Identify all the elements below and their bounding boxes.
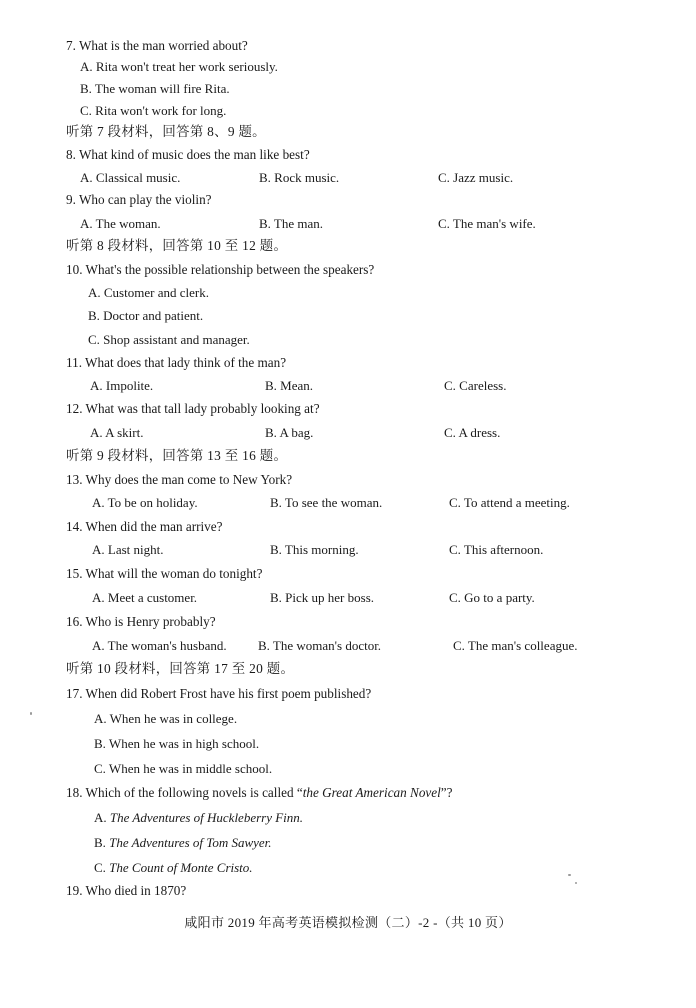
question-9-option-a: A. The woman. [80, 216, 161, 231]
question-16-option-a: A. The woman's husband. [92, 638, 227, 653]
page-footer: 咸阳市 2019 年高考英语模拟检测（二）-2 -（共 10 页） [184, 915, 512, 930]
question-10-option-b: B. Doctor and patient. [88, 308, 204, 323]
question-12-option-b: B. A bag. [265, 425, 314, 440]
question-9-option-c: C. The man's wife. [438, 216, 536, 231]
question-8-stem: 8. What kind of music does the man like best? [66, 147, 310, 162]
question-18-option-c-title: The Count of Monte Cristo. [109, 860, 253, 875]
question-7-option-b: B. The woman will fire Rita. [80, 81, 230, 96]
scan-speck [30, 712, 32, 715]
question-16-option-c: C. The man's colleague. [453, 638, 578, 653]
question-9-stem: 9. Who can play the violin? [66, 192, 212, 207]
question-15-option-b: B. Pick up her boss. [270, 590, 374, 605]
question-12-stem: 12. What was that tall lady probably looking at? [66, 401, 320, 416]
question-18-option-b [94, 835, 272, 851]
question-13-option-a: A. To be on holiday. [92, 495, 198, 510]
question-14-stem: 14. When did the man arrive? [66, 519, 223, 534]
question-18-option-b-title: The Adventures of Tom Sawyer. [109, 835, 272, 850]
question-8-option-c: C. Jazz music. [438, 170, 514, 185]
question-8-option-a: A. Classical music. [80, 170, 181, 185]
question-18-option-a-title: The Adventures of Huckleberry Finn. [109, 810, 304, 825]
question-18-option-c [94, 860, 253, 876]
question-18-option-c-prefix: C. [94, 860, 110, 875]
question-10-option-a: A. Customer and clerk. [88, 285, 209, 300]
question-18-option-a-prefix: A. [94, 810, 110, 825]
question-17-option-a: A. When he was in college. [94, 711, 238, 726]
question-15-option-c: C. Go to a party. [449, 590, 535, 605]
question-9-option-b: B. The man. [259, 216, 324, 231]
question-15-stem: 15. What will the woman do tonight? [66, 566, 263, 581]
question-18-option-a [94, 810, 303, 826]
question-14-option-c: C. This afternoon. [449, 542, 544, 557]
question-10-option-c: C. Shop assistant and manager. [88, 332, 250, 347]
question-7-option-a: A. Rita won't treat her work seriously. [80, 59, 278, 74]
question-14-option-b: B. This morning. [270, 542, 359, 557]
question-18-stem-post: ”? [440, 785, 453, 800]
question-11-option-c: C. Careless. [444, 378, 507, 393]
question-18-stem-pre: 18. Which of the following novels is called “ [66, 785, 303, 800]
question-13-option-b: B. To see the woman. [270, 495, 383, 510]
question-17-stem: 17. When did Robert Frost have his first poem published? [66, 686, 372, 701]
question-8-option-b: B. Rock music. [259, 170, 340, 185]
question-18-stem-title: the Great American Novel [302, 785, 441, 800]
question-19-stem: 19. Who died in 1870? [66, 883, 187, 898]
section-10-instruction: 听第 10 段材料，回答第 17 至 20 题。 [66, 661, 295, 676]
question-16-option-b: B. The woman's doctor. [258, 638, 382, 653]
question-16-stem: 16. Who is Henry probably? [66, 614, 216, 629]
question-17-option-b: B. When he was in high school. [94, 736, 260, 751]
scan-speck [575, 882, 577, 884]
question-15-option-a: A. Meet a customer. [92, 590, 198, 605]
scan-speck [568, 874, 571, 876]
question-10-stem: 10. What's the possible relationship between the speakers? [66, 262, 375, 277]
question-12-option-c: C. A dress. [444, 425, 501, 440]
question-11-option-b: B. Mean. [265, 378, 314, 393]
question-13-stem: 13. Why does the man come to New York? [66, 472, 293, 487]
section-7-instruction: 听第 7 段材料，回答第 8、9 题。 [66, 124, 266, 139]
question-11-stem: 11. What does that lady think of the man? [66, 355, 287, 370]
section-9-instruction: 听第 9 段材料，回答第 13 至 16 题。 [66, 448, 288, 463]
question-14-option-a: A. Last night. [92, 542, 164, 557]
question-13-option-c: C. To attend a meeting. [449, 495, 570, 510]
question-7-option-c: C. Rita won't work for long. [80, 103, 227, 118]
question-7-stem: 7. What is the man worried about? [66, 38, 248, 53]
question-18-option-b-prefix: B. [94, 835, 110, 850]
section-8-instruction: 听第 8 段材料，回答第 10 至 12 题。 [66, 238, 288, 253]
question-17-option-c: C. When he was in middle school. [94, 761, 273, 776]
question-12-option-a: A. A skirt. [90, 425, 144, 440]
question-11-option-a: A. Impolite. [90, 378, 154, 393]
question-18-stem [66, 785, 453, 801]
